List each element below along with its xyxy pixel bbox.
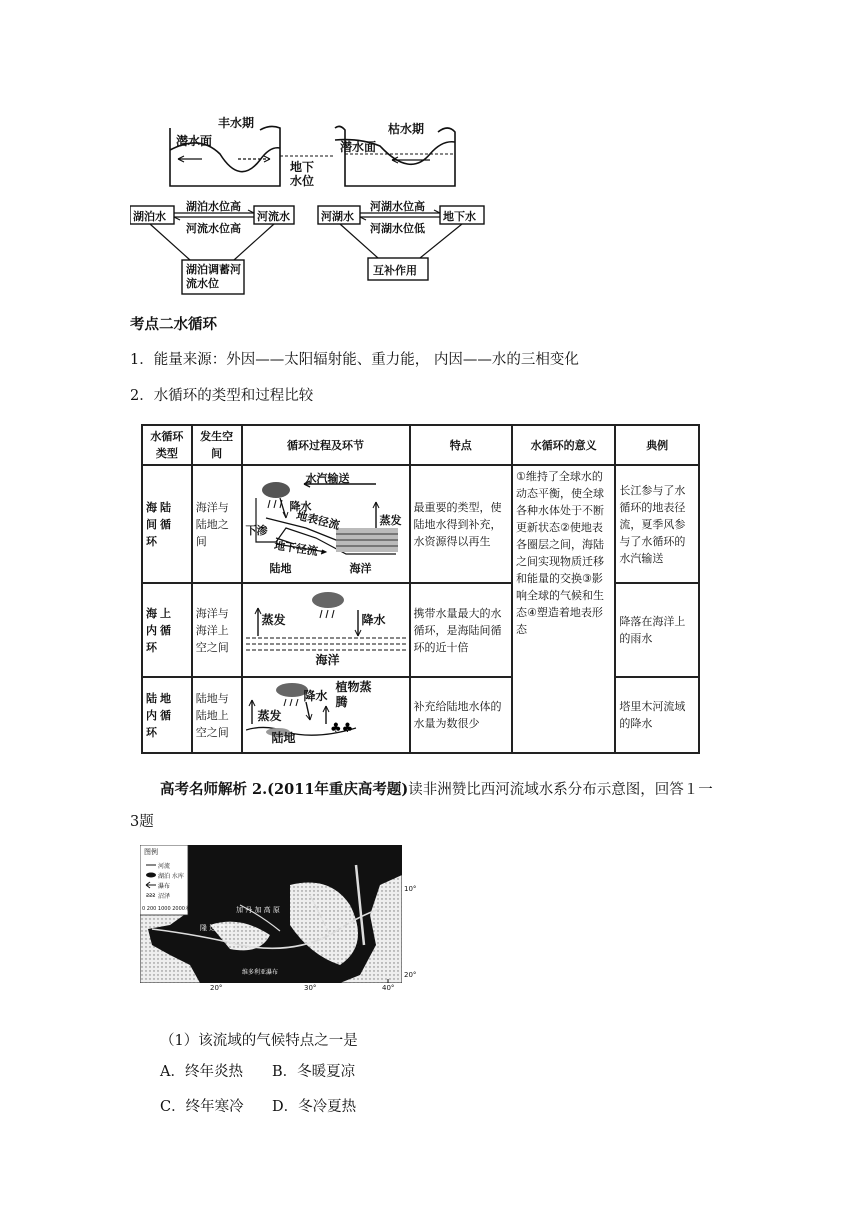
cycle-types-item: 2．水循环的类型和过程比较 (130, 388, 314, 404)
lon-40: 40° (382, 984, 395, 992)
table-row (142, 465, 699, 583)
lon-30: 30° (304, 984, 317, 992)
energy-source-item: 1．能量来源：外因——太阳辐射能、重力能， 内因——水的三相变化 (130, 352, 579, 368)
option-a[interactable]: A．终年炎热 (160, 1064, 243, 1080)
question-intro-text: 读非洲赞比西河流域水系分布示意图，回答１一 (408, 782, 713, 798)
dry-period-title: 枯水期 (388, 122, 425, 136)
row3-feature: 补充给陆地水体的水量为数很少 (410, 677, 512, 753)
table-row (142, 677, 699, 753)
lat-10: 10° (404, 885, 417, 893)
map-label-lunda: 隆 达 高 原 (200, 924, 235, 932)
row1-space: 海洋与陆地之间 (192, 465, 242, 583)
label-precipitation: 降水 (289, 500, 312, 513)
legend-river: 河流 (158, 863, 171, 870)
row1-process (242, 465, 410, 583)
significance-cell: ①维持了全球水的动态平衡，使全球各种水体处于不断更新状态②使地表各圈层之间，海陆之间实现物质迁移和能量的交换③影响全球的气候和生态④塑造着地表形态 (512, 465, 615, 753)
lake-water-box: 湖泊水 (133, 210, 166, 223)
row2-process (242, 583, 410, 677)
question-intro-line2: 3题 (130, 814, 154, 830)
map-label-katanga: 加 丹 加 高 原 (236, 906, 280, 914)
question-source: 高考名师解析 2.(2011年重庆高考题) (160, 781, 409, 798)
header-space: 发生空间 (192, 425, 242, 465)
label-evaporation: 蒸发 (257, 709, 282, 723)
water-table-label-left: 潜水面 (176, 134, 213, 148)
river-water-box: 河流水 (257, 210, 290, 223)
flood-period-title: 丰水期 (218, 116, 255, 130)
legend-waterfall: 瀑布 (158, 883, 171, 890)
river-lake-low-label: 河湖水位低 (370, 222, 425, 235)
river-lake-water-box: 河湖水 (321, 210, 354, 223)
river-level-high-label: 河流水位高 (186, 222, 241, 235)
water-cycle-table (141, 424, 700, 754)
complement-box: 互补作用 (373, 264, 417, 277)
question-intro (160, 778, 713, 799)
row3-process (242, 677, 410, 753)
row3-space: 陆地与陆地上空之间 (192, 677, 242, 753)
row2-feature: 携带水量最大的水循环，是海陆间循环的近十倍 (410, 583, 512, 677)
label-groundwater-runoff: 地下径流 (272, 539, 319, 558)
header-type: 水循环类型 (142, 425, 192, 465)
header-significance: 水循环的意义 (512, 425, 615, 465)
table-header-row (142, 425, 699, 465)
water-table-label-right: 潜水面 (340, 140, 377, 154)
lon-20: 20° (210, 984, 223, 992)
row3-example: 塔里木河流域的降水 (615, 677, 699, 753)
lake-level-high-label: 湖泊水位高 (186, 200, 241, 213)
ocean-cycle-diagram (246, 586, 406, 672)
section-title: 考点二水循环 (130, 316, 217, 333)
question-stem: （1）该流域的气候特点之一是 (160, 1033, 358, 1049)
row3-type: 陆地内循环 (142, 677, 192, 753)
header-example: 典例 (615, 425, 699, 465)
table-row (142, 583, 699, 677)
land-cycle-diagram (246, 680, 406, 748)
legend-scale: 0 200 1000 2000米 (142, 906, 190, 912)
map-label-victoria-falls: 维多利亚瀑布 (242, 969, 279, 976)
sea-land-cycle-diagram (246, 468, 406, 578)
label-precipitation: 降水 (303, 689, 328, 703)
row2-type: 海上内循环 (142, 583, 192, 677)
option-d[interactable]: D．冬冷夏热 (272, 1099, 357, 1115)
legend-lake: 湖泊 水库 (158, 873, 184, 880)
groundwater-box: 地下水 (443, 210, 476, 223)
header-feature: 特点 (410, 425, 512, 465)
option-b[interactable]: B．冬暖夏凉 (272, 1064, 356, 1080)
label-evaporation: 蒸发 (261, 613, 286, 627)
header-process: 循环过程及环节 (242, 425, 410, 465)
row2-example: 降落在海洋上的雨水 (615, 583, 699, 677)
lat-20: 20° (404, 971, 417, 979)
map-legend-title: 图例 (144, 848, 158, 856)
legend-swamp: 沼泽 (158, 893, 171, 900)
lake-regulates-box: 湖泊调蓄河流水位 (186, 263, 241, 290)
groundwater-level-label: 地下水位 (290, 160, 315, 188)
label-transpiration: 植物蒸腾 (335, 680, 372, 709)
row2-space: 海洋与海洋上空之间 (192, 583, 242, 677)
label-infiltration: 下渗 (245, 524, 268, 537)
label-vapor-transport: 水汽输送 (305, 472, 350, 485)
label-ocean: 海洋 (349, 562, 372, 575)
groundwater-diagram (130, 110, 510, 300)
label-precipitation: 降水 (361, 613, 386, 627)
label-ocean: 海洋 (315, 653, 340, 667)
river-lake-high-label: 河湖水位高 (370, 200, 425, 213)
option-c[interactable]: C．终年寒冷 (160, 1099, 244, 1115)
label-surface-runoff: 地表径流 (294, 508, 341, 533)
svg-text:ƨƨƨ: ƨƨƨ (146, 892, 156, 899)
row1-feature: 最重要的类型，使陆地水得到补充，水资源得以再生 (410, 465, 512, 583)
row1-example: 长江参与了水循环的地表径流，夏季风参与了水循环的水汽输送 (615, 465, 699, 583)
zambezi-basin-map (140, 845, 417, 992)
label-land: 陆地 (271, 731, 296, 745)
row1-type: 海陆间循环 (142, 465, 192, 583)
label-land: 陆地 (269, 562, 292, 575)
label-evaporation: 蒸发 (379, 514, 402, 527)
svg-text:♣♣: ♣♣ (329, 721, 353, 736)
